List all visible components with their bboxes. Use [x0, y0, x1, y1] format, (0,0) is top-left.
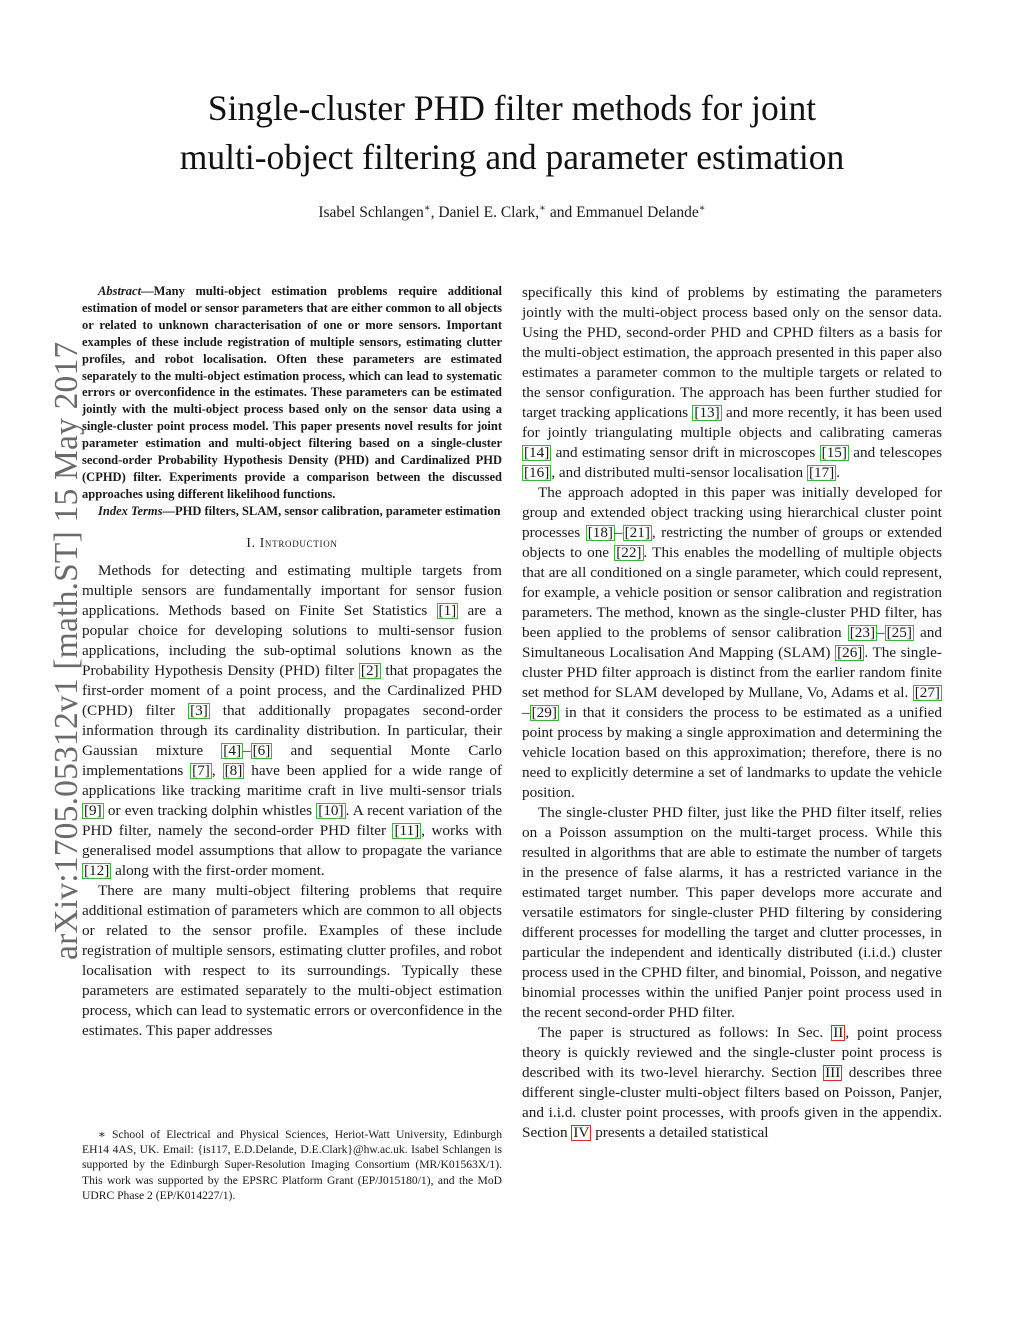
text-run: . A recent variation of the PHD filter, namely the second-order PHD filter	[82, 801, 502, 839]
intro-paragraph-4	[522, 483, 942, 803]
citation-link[interactable]: [27]	[914, 684, 940, 701]
text-run: Methods for detecting and estimating multiple targets from multiple sensors are fundamentally important for sensor fusion applications. Methods based on Finite Set Statistics	[82, 561, 502, 619]
citation-link[interactable]: [16]	[524, 464, 550, 481]
citation-link[interactable]: [18]	[587, 524, 613, 541]
affiliation-mark: ∗	[423, 203, 431, 214]
text-run: that propagates the first-order moment of a point process, and the Cardinalized PHD (CPHD) filter	[82, 661, 502, 719]
citation-link[interactable]: [26]	[837, 644, 863, 661]
text-run: . This enables the modelling of multiple objects that are all conditioned on a single parameter, which could represent, for example, a vehicle position or sensor calibration and registration parameters. The method, known as the single-cluster PHD filter, has been applied to the problems of sensor calibration	[522, 544, 942, 641]
author-1: Isabel Schlangen	[318, 204, 424, 222]
abstract	[82, 283, 502, 503]
intro-paragraph-3	[522, 283, 942, 483]
intro-paragraph-2: There are many multi-object filtering problems that require additional estimation of parameters which are common to all objects or related to the sensor profile. Examples of these include registration of multiple sensors, estimating clutter profiles, and robot localisation with respect to its surroundings. Typically these parameters are estimated separately to the multi-object estimation process, which can lead to systematic errors or overconfidence in the estimates. This paper addresses	[82, 881, 502, 1039]
citation-link[interactable]: [25]	[886, 624, 912, 641]
citation-link[interactable]: [17]	[808, 464, 835, 481]
text-run: that additionally propagates second-order information through its cardinality distribution. In particular, their Gaussian mixture	[82, 701, 502, 759]
text-run: and estimating sensor drift in microscopes	[551, 444, 820, 461]
text-run: , and distributed multi-sensor localisation	[551, 464, 807, 481]
text-run: and more recently, it has been used for jointly triangulating multiple objects and calibrating cameras	[522, 404, 942, 441]
intro-paragraph-5: The single-cluster PHD filter, just like the PHD filter itself, relies on a Poisson assumption on the multi-target process. While this resulted in algorithms that are able to estimate the number of targets in the presence of false alarms, it has a restricted variance in the estimated target number. This paper develops more accurate and versatile estimators for single-cluster PHD filtering by considering different processes for modelling the target and clutter processes, in particular the independent and identically distributed (i.i.d.) cluster process used in the CPHD filter, and binomial, Poisson, and negative binomial processes within the unified Panjer point process used in the recent second-order PHD filter.	[522, 804, 942, 1021]
citation-link[interactable]: [4]	[223, 741, 242, 759]
text-run: specifically this kind of problems by estimating the parameters jointly with the multi-object process based only on the sensor data. Using the PHD, second-order PHD and CPHD filters as a basis for the multi-object estimation, the approach presented in this paper also estimates a parameter common to the multiple targets or related to the sensor configuration. The approach has been further studied for target tracking applications	[522, 284, 942, 421]
citation-link[interactable]: [14]	[524, 444, 550, 461]
arxiv-identifier[interactable]: arXiv:1705.05312v1 [math.ST] 15 May 2017	[48, 341, 85, 960]
affiliation-mark: ∗	[698, 203, 706, 214]
index-terms	[82, 503, 502, 520]
text-run: have been applied for a wide range of applications like tracking maritime craft in live multi-sensor trials	[82, 761, 503, 799]
text-run: The approach adopted in this paper was initially developed for group and extended object tracking using hierarchical cluster point processes	[522, 484, 942, 541]
citation-link[interactable]: [6]	[252, 741, 271, 759]
text-run: .	[836, 464, 841, 481]
author-3: and Emmanuel Delande	[545, 204, 699, 222]
section-link[interactable]: III	[825, 1064, 841, 1081]
citation-link[interactable]: [2]	[360, 661, 379, 679]
author-2: , Daniel E. Clark,	[430, 204, 540, 222]
citation-link[interactable]: [11]	[394, 821, 420, 839]
text-run: ,	[211, 761, 223, 779]
index-terms-label: Index Terms	[98, 503, 163, 518]
title-line-1: Single-cluster PHD filter methods for joint	[207, 88, 817, 128]
citation-link[interactable]: [3]	[190, 701, 208, 719]
citation-link[interactable]: [7]	[192, 761, 210, 779]
citation-link[interactable]: [22]	[616, 544, 642, 561]
text-run: The paper is structured as follows: In Sec.	[538, 1024, 832, 1041]
title-line-2: multi-object filtering and parameter estimation	[179, 137, 845, 177]
section-link[interactable]: IV	[573, 1124, 590, 1141]
text-run: and Simultaneous Localisation And Mapping (SLAM)	[522, 624, 942, 661]
footnote-affiliation: ∗ School of Electrical and Physical Sciences, Heriot-Watt University, Edinburgh EH14 4AS, UK. Email: {is117, E.D.Delande, D.E.Clark}@hw.ac.uk. Isabel Schlangen is supported by the Edinburgh Super-Resolution Imaging Consortium (MR/K01563X/1). This work was supported by the EPSRC Platform Grant (EP/J015180/1), and the MoD UDRC Phase 2 (EP/K014227/1).	[82, 1128, 502, 1202]
text-run: and sequential Monte Carlo implementations	[82, 741, 502, 779]
intro-paragraph-6	[522, 1023, 942, 1143]
paper-title	[100, 84, 924, 182]
text-run: , restricting the number of groups or extended objects to one	[522, 524, 943, 561]
text-run: or even tracking dolphin whistles	[103, 801, 317, 819]
abstract-text: —Many multi-object estimation problems require additional estimation of model or sensor parameters that are either common to all objects or related to unknown characterisation of one or more sensors. Important examples of these include registration of multiple sensors, estimating clutter profiles, and robot localisation. Often these parameters are estimated separately to the multi-object estimation process, which can lead to systematic errors or overconfidence in the estimates. These parameters can be estimated jointly with the multi-object process based only on the sensor data using a single-cluster point process model. This paper presents novel results for joint parameter estimation and multi-object filtering based on a single-cluster second-order Probability Hypothesis Density (PHD) and Cardinalized PHD (CPHD) filter. Experiments provide a comparison between the discussed approaches using different likelihood functions.	[82, 284, 502, 501]
text-run: –	[877, 624, 885, 641]
citation-link[interactable]: [8]	[224, 761, 243, 779]
text-run: , point process theory is quickly reviewed and the single-cluster point process is described with its two-level hierarchy. Section	[522, 1024, 942, 1081]
text-run: describes three different single-cluster multi-object filters based on Poisson, Panjer, and i.i.d. cluster point processes, with proofs given in the appendix. Section	[522, 1064, 942, 1141]
text-run: and telescopes	[848, 444, 942, 461]
text-run: are a popular choice for developing solutions to multi-sensor fusion applications, including the sub-optimal solutions known as the Probability Hypothesis Density (PHD) filter	[82, 601, 503, 679]
affiliation-mark: ∗	[539, 203, 546, 214]
left-column	[82, 283, 502, 1041]
citation-link[interactable]: [23]	[849, 624, 876, 641]
text-run: –	[522, 704, 530, 721]
citation-link[interactable]: [1]	[438, 601, 457, 619]
citation-link[interactable]: [12]	[84, 861, 110, 879]
text-run: along with the first-order moment.	[111, 861, 325, 879]
intro-paragraph-1	[82, 561, 502, 881]
citation-link[interactable]: [9]	[84, 801, 102, 819]
text-run: –	[615, 524, 623, 541]
section-link[interactable]: II	[833, 1024, 844, 1041]
citation-link[interactable]: [13]	[694, 404, 720, 421]
text-run: presents a detailed statistical	[591, 1124, 769, 1141]
abstract-label: Abstract	[98, 284, 142, 298]
citation-link[interactable]: [10]	[318, 801, 344, 819]
section-heading-introduction: I. Introduction	[246, 534, 338, 550]
index-terms-text: —PHD filters, SLAM, sensor calibration, parameter estimation	[162, 503, 501, 518]
citation-link[interactable]: [29]	[531, 704, 557, 721]
author-list	[100, 203, 924, 222]
citation-link[interactable]: [21]	[624, 524, 650, 541]
text-run: –	[243, 741, 251, 759]
citation-link[interactable]: [15]	[821, 444, 847, 461]
text-run: . The single-cluster PHD filter approach is distinct from the earlier random finite set method for SLAM developed by Mullane, Vo, Adams et al.	[522, 644, 942, 701]
text-run: , works with generalised model assumptions that allow to propagate the variance	[82, 821, 503, 859]
text-run: in that it considers the process to be estimated as a unified point process by making a single approximation and determining the vehicle location based on this approximation; therefore, there is no need to explicitly determine a set of landmarks to update the vehicle position.	[522, 704, 942, 801]
right-column	[522, 283, 942, 1143]
